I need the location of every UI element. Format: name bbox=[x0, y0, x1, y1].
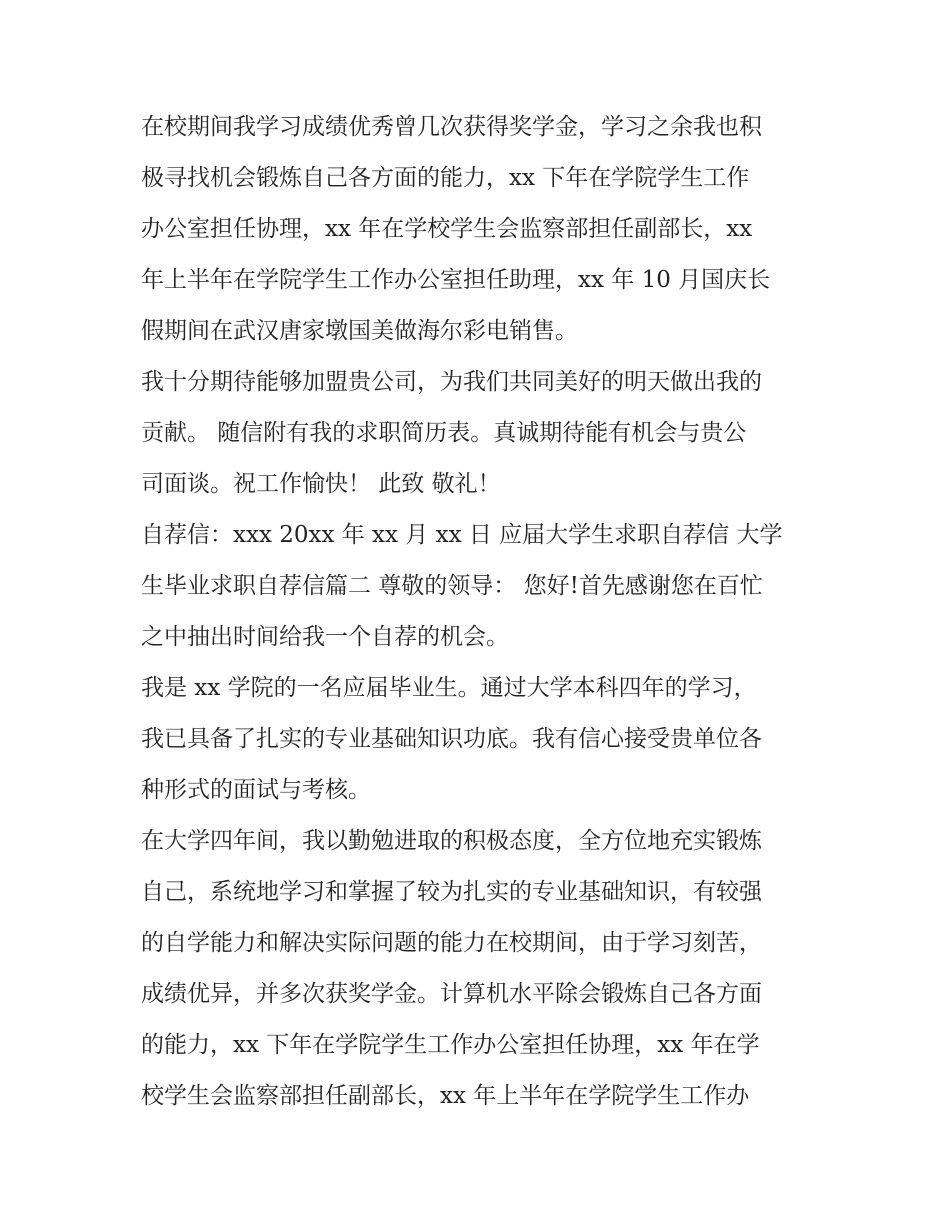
text-line: 极寻找机会锻炼自己各方面的能力，xx 下年在学院学生工作 bbox=[141, 165, 750, 191]
text-line: 司面谈。祝工作愉快！ 此致 敬礼！ bbox=[141, 471, 501, 497]
text-line: 在校期间我学习成绩优秀曾几次获得奖学金，学习之余我也积 bbox=[141, 114, 762, 140]
text-line: 之中抽出时间给我一个自荐的机会。 bbox=[141, 624, 509, 650]
text-line: 我十分期待能够加盟贵公司，为我们共同美好的明天做出我的 bbox=[141, 369, 762, 395]
text-line: 生毕业求职自荐信篇二 尊敬的领导： 您好!首先感谢您在百忙 bbox=[141, 573, 763, 599]
text-line: 自荐信：xxx 20xx 年 xx 月 xx 日 应届大学生求职自荐信 大学 bbox=[141, 522, 783, 548]
text-line: 成绩优异，并多次获奖学金。计算机水平除会锻炼自己各方面 bbox=[141, 981, 762, 1007]
text-line: 年上半年在学院学生工作办公室担任助理，xx 年 10 月国庆长 bbox=[141, 267, 771, 293]
text-line: 贡献。 随信附有我的求职简历表。真诚期待能有机会与贵公 bbox=[141, 420, 747, 446]
text-line: 的能力，xx 下年在学院学生工作办公室担任协理，xx 年在学 bbox=[141, 1032, 760, 1058]
text-line: 的自学能力和解决实际问题的能力在校期间，由于学习刻苦， bbox=[141, 930, 762, 956]
text-line: 我已具备了扎实的专业基础知识功底。我有信心接受贵单位各 bbox=[141, 726, 762, 752]
text-line: 我是 xx 学院的一名应届毕业生。通过大学本科四年的学习， bbox=[141, 675, 757, 701]
text-line: 办公室担任协理，xx 年在学校学生会监察部担任副部长，xx bbox=[141, 216, 753, 242]
text-line: 自己，系统地学习和掌握了较为扎实的专业基础知识，有较强 bbox=[141, 879, 762, 905]
text-line: 在大学四年间，我以勤勉进取的积极态度，全方位地充实锻炼 bbox=[141, 828, 762, 854]
text-line: 校学生会监察部担任副部长，xx 年上半年在学院学生工作办 bbox=[141, 1083, 750, 1109]
text-line: 假期间在武汉唐家墩国美做海尔彩电销售。 bbox=[141, 318, 578, 344]
document-body bbox=[141, 102, 813, 1122]
text-line: 种形式的面试与考核。 bbox=[141, 777, 371, 803]
